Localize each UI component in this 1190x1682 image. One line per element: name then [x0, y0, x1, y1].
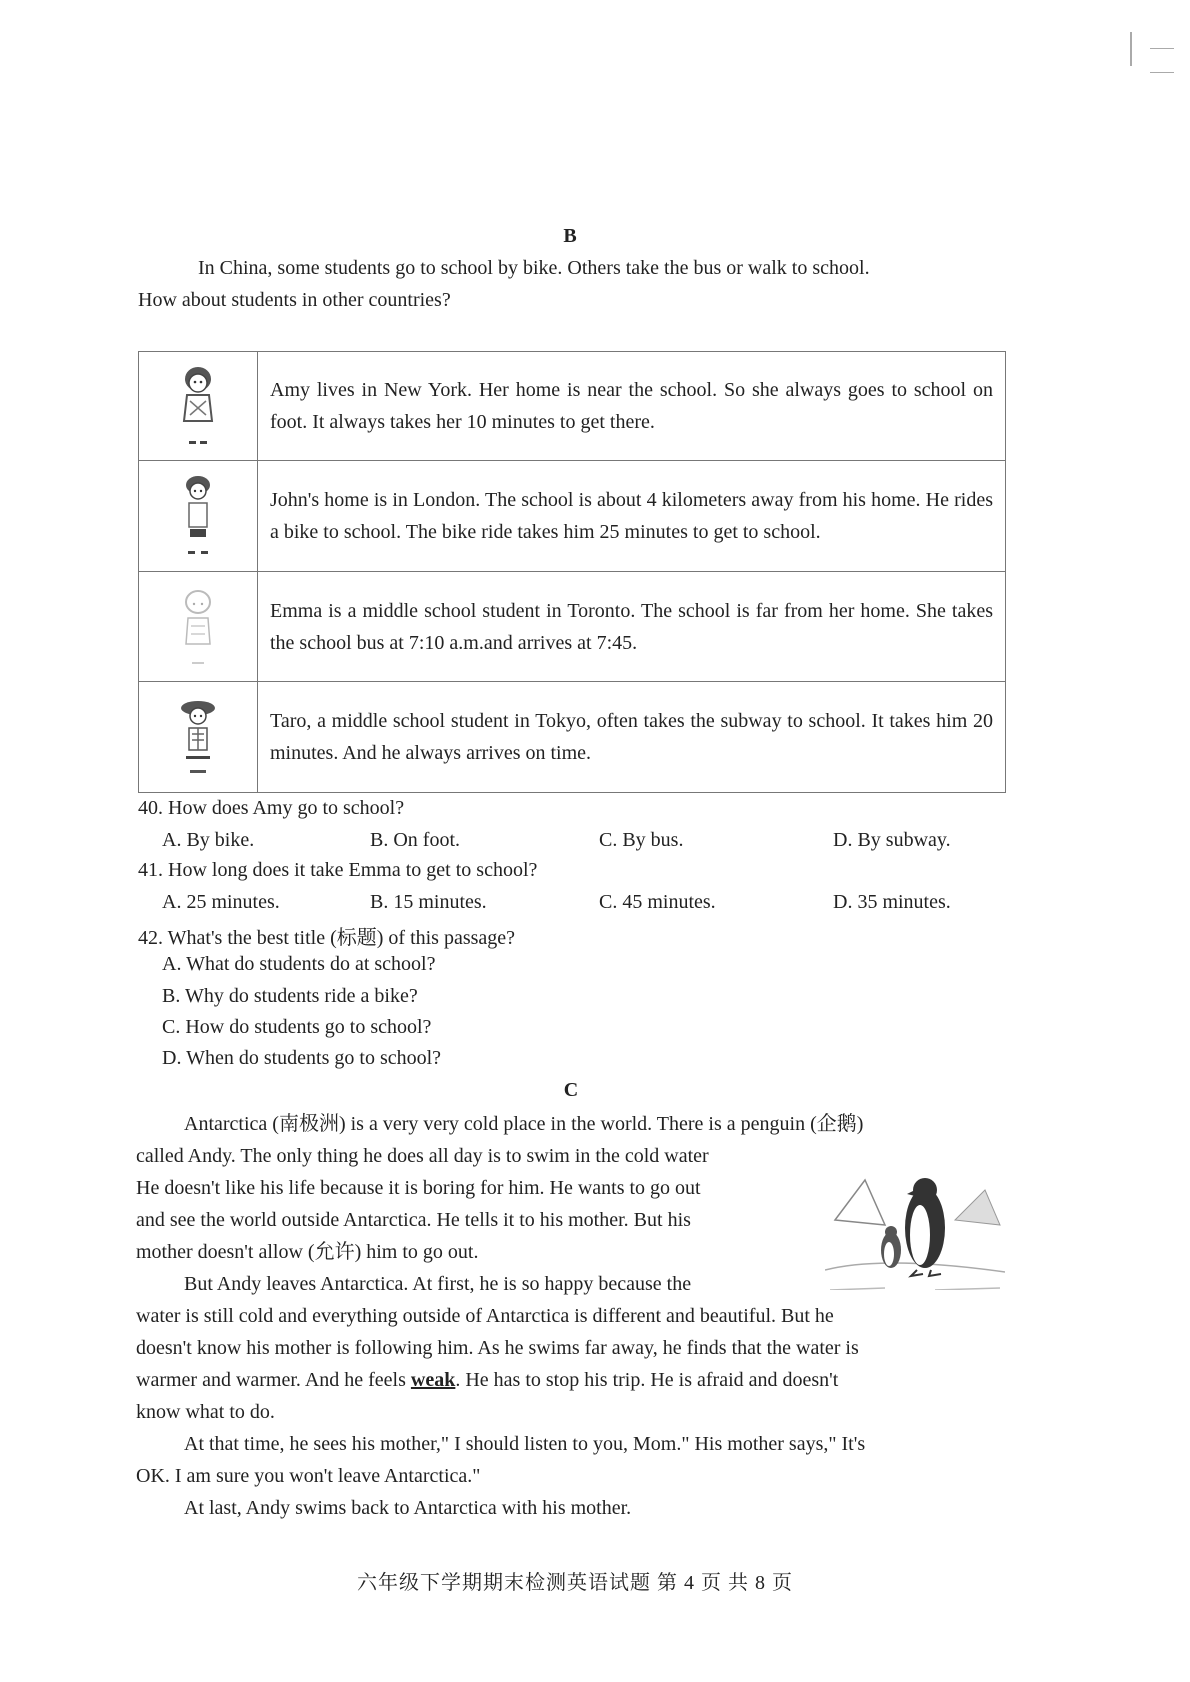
passage-line: mother doesn't allow (允许) him to go out.	[136, 1241, 479, 1263]
boy-cap-icon	[176, 694, 220, 780]
question-40-option-c: C. By bus.	[599, 829, 684, 851]
question-42: 42. What's the best title (标题) of this passage?	[138, 927, 516, 949]
question-41-option-a: A. 25 minutes.	[162, 891, 280, 913]
passage-line: OK. I am sure you won't leave Antarctica."	[136, 1465, 481, 1487]
question-40-option-b: B. On foot.	[370, 829, 460, 851]
scan-mark	[1150, 48, 1174, 49]
question-41-option-d: D. 35 minutes.	[833, 891, 951, 913]
question-40: 40. How does Amy go to school?	[138, 797, 405, 819]
section-c-heading: C	[563, 1079, 579, 1101]
scan-mark	[1150, 72, 1174, 73]
table-row	[139, 572, 1006, 682]
passage-line: and see the world outside Antarctica. He tells it to his mother. But his	[136, 1209, 691, 1231]
passage-line: Antarctica (南极洲) is a very very cold place in the world. There is a penguin (企鹅)	[184, 1113, 864, 1135]
passage-text: . He has to stop his trip. He is afraid and doesn't	[455, 1369, 839, 1391]
passage-line: doesn't know his mother is following him. As he swims far away, he finds that the water is	[136, 1337, 859, 1359]
question-41-option-c: C. 45 minutes.	[599, 891, 716, 913]
question-41-option-b: B. 15 minutes.	[370, 891, 487, 913]
table-row	[139, 352, 1006, 461]
girl-faded-icon	[178, 584, 218, 670]
passage-line: But Andy leaves Antarctica. At first, he is so happy because the	[184, 1273, 692, 1295]
table-row	[139, 461, 1006, 572]
question-42-option-c: C. How do students go to school?	[162, 1016, 432, 1038]
question-42-option-d: D. When do students go to school?	[162, 1047, 442, 1069]
description-cell: Amy lives in New York. Her home is near the school. So she always goes to school on foot. It always takes her 10 minutes to get there.	[258, 352, 1006, 461]
section-b-intro-line2: How about students in other countries?	[138, 289, 451, 311]
scan-mark	[1130, 32, 1132, 66]
page-footer: 六年级下学期期末检测英语试题 第 4 页 共 8 页	[357, 1572, 793, 1594]
picture-cell	[139, 682, 258, 793]
passage-line: He doesn't like his life because it is boring for him. He wants to go out	[136, 1177, 701, 1199]
passage-line: called Andy. The only thing he does all day is to swim in the cold water	[136, 1145, 709, 1167]
girl-icon	[178, 363, 218, 449]
passage-line: At last, Andy swims back to Antarctica with his mother.	[184, 1497, 632, 1519]
students-table	[138, 351, 1006, 793]
picture-cell	[139, 352, 258, 461]
passage-line	[136, 1364, 838, 1396]
question-40-option-d: D. By subway.	[833, 829, 951, 851]
section-b-intro-line1: In China, some students go to school by bike. Others take the bus or walk to school.	[198, 257, 870, 279]
passage-line: water is still cold and everything outside of Antarctica is different and beautiful. But he	[136, 1305, 834, 1327]
description-cell: Emma is a middle school student in Toronto. The school is far from her home. She takes the school bus at 7:10 a.m.and arrives at 7:45.	[258, 572, 1006, 682]
picture-cell	[139, 572, 258, 682]
passage-line: At that time, he sees his mother," I should listen to you, Mom." His mother says," It's	[184, 1433, 866, 1455]
description-cell: Taro, a middle school student in Tokyo, often takes the subway to school. It takes him 20 minutes. And he always arrives on time.	[258, 682, 1006, 793]
table-row	[139, 682, 1006, 793]
passage-text: warmer and warmer. And he feels	[136, 1369, 411, 1391]
question-42-option-b: B. Why do students ride a bike?	[162, 985, 418, 1007]
penguin-illustration	[825, 1150, 1005, 1290]
question-40-option-a: A. By bike.	[162, 829, 255, 851]
passage-line: know what to do.	[136, 1401, 275, 1423]
picture-cell	[139, 461, 258, 572]
section-b-heading: B	[563, 225, 577, 247]
description-cell: John's home is in London. The school is about 4 kilometers away from his home. He rides a bike to school. The bike ride takes him 25 minutes to get to school.	[258, 461, 1006, 572]
underlined-word-weak: weak	[410, 1369, 456, 1391]
question-41: 41. How long does it take Emma to get to school?	[138, 859, 538, 881]
boy-icon	[178, 473, 218, 559]
question-42-option-a: A. What do students do at school?	[162, 953, 436, 975]
